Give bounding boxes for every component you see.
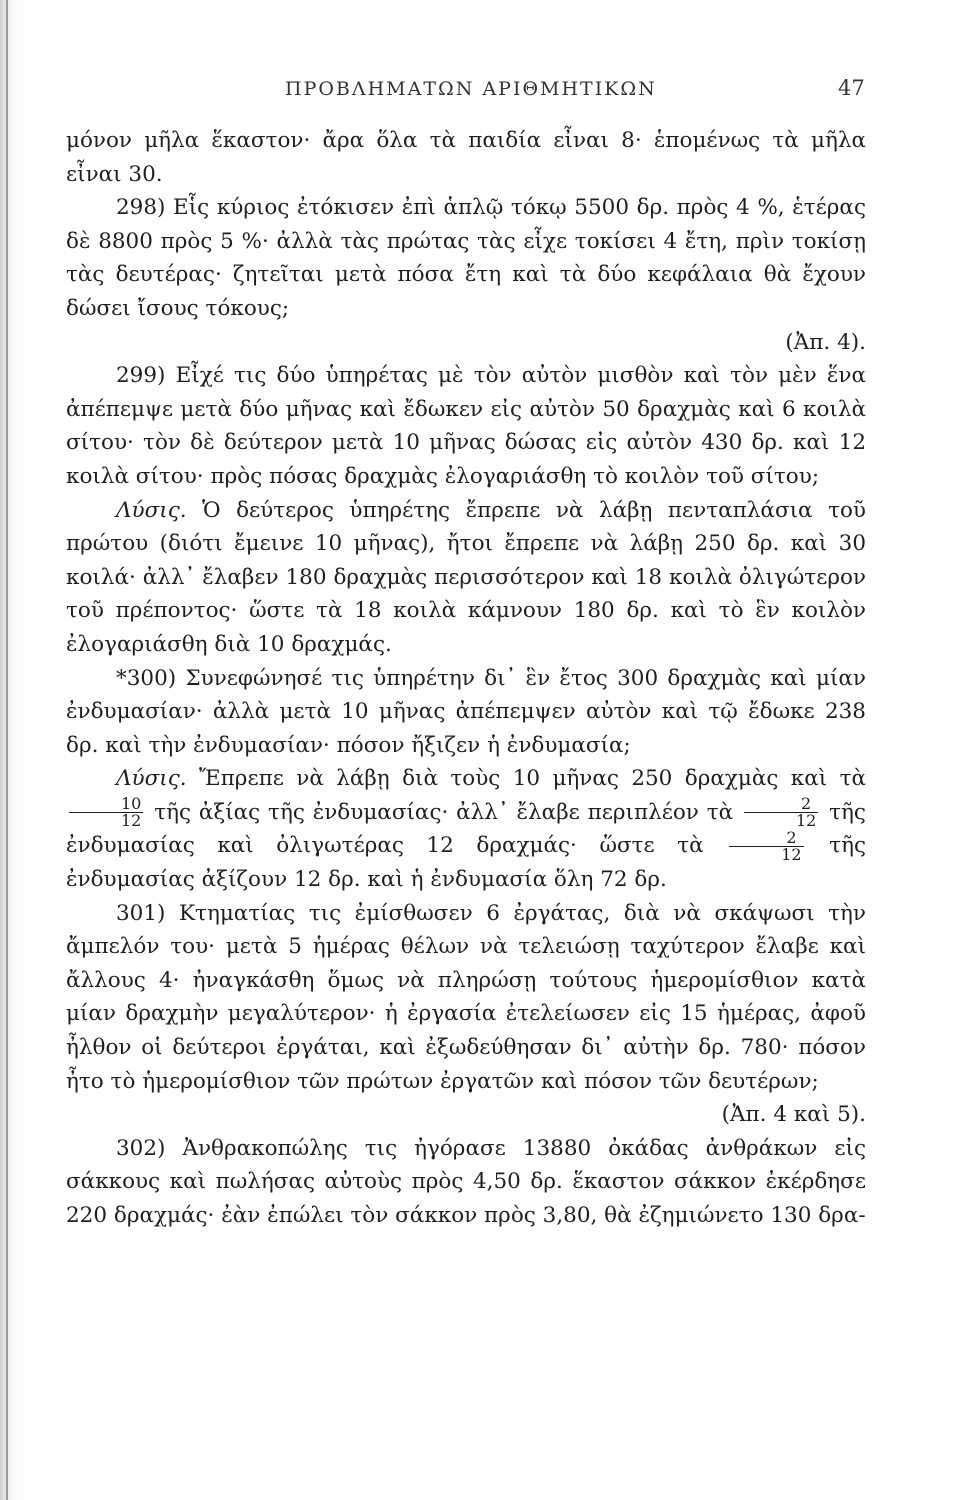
- fraction-denominator: 12: [121, 811, 142, 831]
- fraction-numerator: 2: [729, 830, 803, 847]
- fraction-2-12: [729, 827, 803, 864]
- fraction-denominator: 12: [781, 844, 802, 864]
- fraction-denominator: 12: [795, 811, 817, 831]
- solution-299-text: Ὁ δεύτερος ὑπηρέτης ἔπρεπε νὰ λάβῃ πενταπλάσια τοῦ πρώτου (διότι ἔμεινε 10 μῆνας), ἤτοι ἔπρεπε νὰ λάβῃ 250 δρ. καὶ 30 κοιλά· ἀλλ᾽ ἔλαβεν 180 δραχμὰς περισσότερον καὶ 18 κοιλὰ ὀλιγώτερον τοῦ πρέποντος· ὥστε τὰ 18 κοιλὰ κάμνουν 180 δρ. καὶ τὸ ἓν κοιλὸν ἐλογαριάσθη διὰ 10 δραχμάς.: [66, 497, 866, 657]
- problem-298: 298) Εἷς κύριος ἐτόκισεν ἐπὶ ἁπλῷ τόκῳ 5500 δρ. πρὸς 4 %, ἑτέρας δὲ 8800 πρὸς 5 %· ἀλλὰ τὰς πρώτας τὰς εἶχε τοκίσει 4 ἔτη, πρὶν τοκίσῃ τὰς δευτέρας· ζητεῖται μετὰ πόσα ἔτη καὶ τὰ δύο κεφάλαια θὰ ἔχουν δώσει ἴσους τόκους;: [66, 195, 866, 321]
- solution-300-part4: τῆς ἐνδυμασίας ἀξίζουν 12 δρ. καὶ ἡ ἐνδυμασία ὅλη 72 δρ.: [66, 833, 867, 893]
- fraction-numerator: 2: [744, 796, 818, 813]
- solution-label: Λύσις.: [116, 497, 187, 523]
- fraction-10-12: [69, 796, 143, 829]
- solution-300-part1: Ἔπρεπε νὰ λάβῃ διὰ τοὺς 10 μῆνας 250 δραχμὰς καὶ τὰ: [199, 766, 866, 792]
- solution-299: [66, 494, 866, 662]
- answer-298: (Ἀπ. 4).: [785, 329, 866, 355]
- page-body: [66, 124, 866, 1233]
- problem-299: 299) Εἶχέ τις δύο ὑπηρέτας μὲ τὸν αὐτὸν μισθὸν καὶ τὸν μὲν ἕνα ἀπέπεμψε μετὰ δύο μῆνας καὶ ἔδωκεν εἰς αὐτὸν 50 δραχμὰς καὶ 6 κοιλὰ σίτου· τὸν δὲ δεύτερον μετὰ 10 μῆνας δώσας εἰς αὐτὸν 430 δρ. καὶ 12 κοιλὰ σίτου· πρὸς πόσας δραχμὰς ἐλογαριάσθη τὸ κοιλὸν τοῦ σίτου;: [66, 363, 866, 489]
- running-title: ΠΡΟΒΛΗΜΑΤΩΝ ΑΡΙΘΜΗΤΙΚΩΝ: [285, 78, 657, 100]
- page-binding-edge: [6, 0, 8, 1500]
- problem-300: *300) Συνεφώνησέ τις ὑπηρέτην δι᾽ ἓν ἔτος 300 δραχμὰς καὶ μίαν ἐνδυμασίαν· ἀλλὰ μετὰ 10 μῆνας ἀπέπεμψεν αὐτὸν καὶ τῷ ἔδωκε 238 δρ. καὶ τὴν ἐνδυμασίαν· πόσον ἤξιζεν ἡ ἐνδυμασία;: [66, 665, 866, 758]
- problem-301: 301) Κτηματίας τις ἐμίσθωσεν 6 ἐργάτας, διὰ νὰ σκάψωσι τὴν ἄμπελόν του· μετὰ 5 ἡμέρας θέλων νὰ τελειώσῃ ταχύτερον ἔλαβε καὶ ἄλλους 4· ἠναγκάσθη ὅμως νὰ πληρώσῃ τούτους ἡμερομίσθιον κατὰ μίαν δραχμὴν μεγαλύτερον· ἡ ἐργασία ἐτελείωσεν εἰς 15 ἡμέρας, ἀφοῦ ἦλθον οἱ δεύτεροι ἐργάται, καὶ ἐξωδεύθησαν δι᾽ αὐτὴν δρ. 780· πόσον ἦτο τὸ ἡμερομίσθιον τῶν πρώτων ἐργατῶν καὶ πόσον τῶν δευτέρων;: [66, 900, 866, 1094]
- fraction-2-12: [744, 796, 818, 829]
- solution-300-part2: τῆς ἀξίας τῆς ἐνδυμασίας· ἀλλ᾽ ἔλαβε περιπλέον τὰ: [154, 799, 734, 825]
- page-number: 47: [838, 76, 865, 100]
- answer-301: (Ἀπ. 4 καὶ 5).: [721, 1102, 866, 1128]
- continuation-paragraph: μόνον μῆλα ἕκαστον· ἄρα ὅλα τὰ παιδία εἶναι 8· ἑπομένως τὰ μῆλα εἶναι 30.: [66, 128, 866, 187]
- fraction-numerator: 10: [69, 796, 143, 813]
- solution-300-part3: τῆς ἐνδυμασίας καὶ ὀλιγωτέρας 12 δραχμάς· ὥστε τὰ: [66, 799, 866, 859]
- solution-300: [66, 762, 866, 896]
- page-header: [0, 72, 972, 102]
- problem-302: 302) Ἀνθρακοπώλης τις ἠγόρασε 13880 ὀκάδας ἀνθράκων εἰς σάκκους καὶ πωλήσας αὐτοὺς πρὸς 4,50 δρ. ἕκαστον σάκκον ἐκέρδησε 220 δραχμάς· ἐὰν ἐπώλει τὸν σάκκον πρὸς 3,80, θὰ ἐζημιώνετο 130 δρα-: [66, 1135, 866, 1228]
- solution-label: Λύσις.: [116, 766, 187, 792]
